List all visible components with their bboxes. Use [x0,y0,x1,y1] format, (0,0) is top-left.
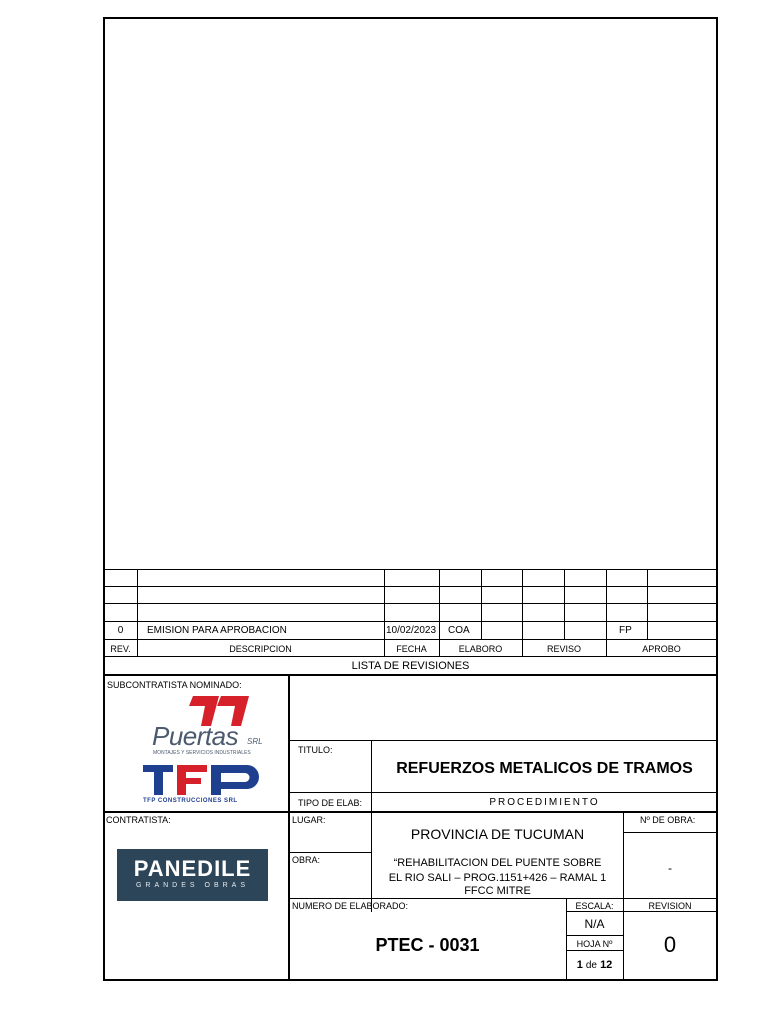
panedile-logo [117,849,268,901]
puertas-srl: SRL [247,737,263,746]
aprobo-cell: FP [619,625,632,636]
tipo-value: PROCEDIMIENTO [489,797,600,808]
lugar-label: LUGAR: [292,815,326,825]
header-rev: REV. [110,644,131,654]
lugar-value: PROVINCIA DE TUCUMAN [410,826,585,842]
puertas-wordmark: Puertas [152,721,239,751]
header-elaboro: ELABORO [458,644,503,654]
elaboro-cell: COA [448,625,470,636]
panedile-tagline: GRANDES OBRAS [135,882,250,889]
hoja-label: HOJA Nº [576,939,613,949]
escala-label: ESCALA: [575,901,614,911]
document-title: REFUERZOS METALICOS DE TRAMOS [396,760,693,777]
tfp-subtitle: TFP CONSTRUCCIONES SRL [143,798,238,804]
document-number: PTEC - 0031 [375,935,480,955]
desc-cell: EMISION PARA APROBACION [147,625,287,636]
header-aprobo: APROBO [642,644,681,654]
header-reviso: REVISO [546,644,581,654]
puertas-tagline: MONTAJES Y SERVICIOS INDUSTRIALES [153,750,251,756]
revisions-caption: LISTA DE REVISIONES [351,660,470,672]
hoja-value: 1 de 12 [576,959,613,971]
obra-label: OBRA: [292,855,321,865]
revision-label: REVISION [648,901,692,911]
subcontratista-label: SUBCONTRATISTA NOMINADO: [107,680,242,690]
fecha-cell: 10/02/2023 [386,625,437,636]
tfp-mark-icon [143,763,261,799]
header-descripcion: DESCRIPCION [229,644,292,654]
revision-value: 0 [663,932,677,957]
obra-nro-label: Nº DE OBRA: [640,815,696,825]
obra-line-1: “REHABILITACION DEL PUENTE SOBRE [393,857,602,869]
header-fecha: FECHA [396,644,427,654]
titulo-label: TITULO: [298,745,333,755]
obra-line-3: FFCC MITRE [464,885,531,897]
escala-value: N/A [584,917,605,931]
obra-nro-value: - [668,861,672,875]
contratista-label: CONTRATISTA: [106,815,171,825]
rev-cell: 0 [117,625,124,636]
tipo-label: TIPO DE ELAB: [298,798,363,808]
panedile-wordmark: PANEDILE [133,856,252,881]
obra-line-2: EL RIO SALI – PROG.1151+426 – RAMAL 1 [388,872,607,884]
numero-label: NUMERO DE ELABORADO: [292,901,409,911]
